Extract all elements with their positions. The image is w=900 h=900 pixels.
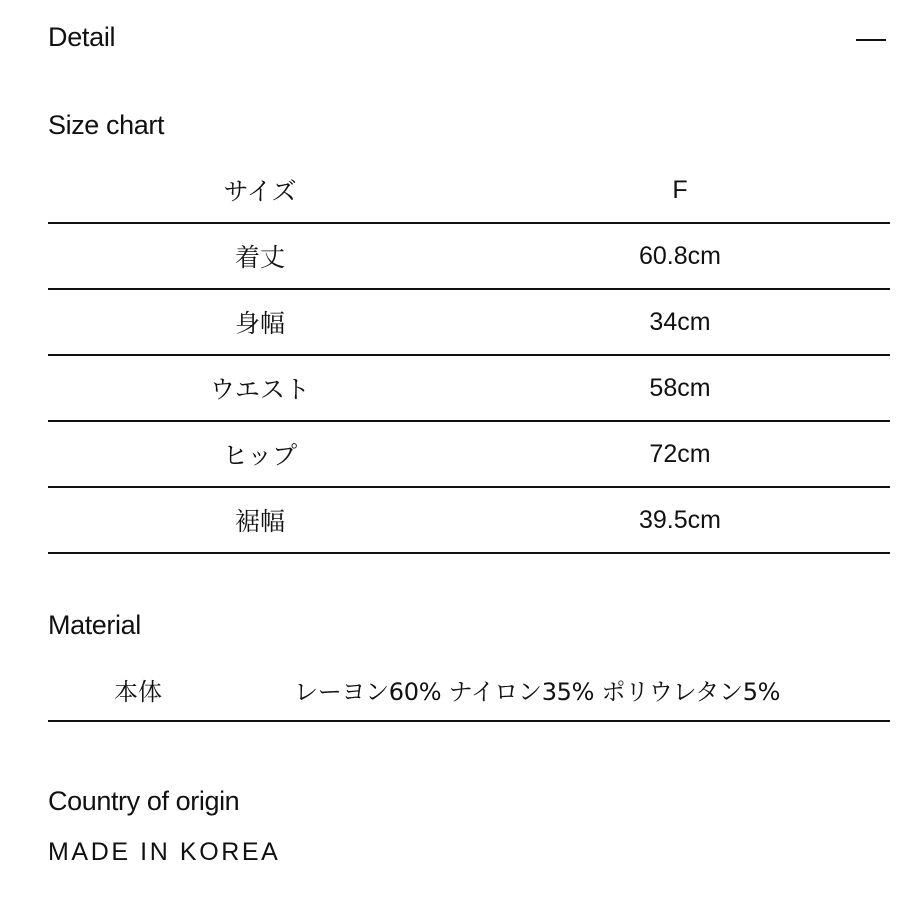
size-header-label: サイズ xyxy=(223,177,297,206)
size-chart-header-row xyxy=(48,158,890,224)
row-label: ヒップ xyxy=(222,441,298,470)
row-label: ウエスト xyxy=(209,375,310,404)
row-label: 身幅 xyxy=(234,309,285,338)
row-value: 72cm xyxy=(649,439,711,468)
row-label: 着丈 xyxy=(234,243,285,272)
size-chart-table xyxy=(48,158,890,554)
material-value: レーヨン60% ナイロン35% ポリウレタン5% xyxy=(294,678,781,706)
table-row xyxy=(48,422,890,488)
detail-heading: Detail xyxy=(48,22,116,52)
row-value: 34cm xyxy=(649,307,711,336)
material-row xyxy=(48,654,890,722)
row-value: 60.8cm xyxy=(639,241,721,270)
row-label: 裾幅 xyxy=(234,507,285,536)
material-label: 本体 xyxy=(114,678,162,706)
row-value: 39.5cm xyxy=(639,505,721,534)
size-chart-heading: Size chart xyxy=(48,110,165,140)
table-row xyxy=(48,356,890,422)
origin-value: MADE IN KOREA xyxy=(48,838,281,866)
table-row xyxy=(48,224,890,290)
collapse-button[interactable] xyxy=(852,24,888,56)
size-header-value: F xyxy=(672,175,688,204)
minus-icon xyxy=(856,39,886,41)
origin-heading: Country of origin xyxy=(48,786,240,816)
material-heading: Material xyxy=(48,610,141,640)
table-row xyxy=(48,290,890,356)
row-value: 58cm xyxy=(649,373,711,402)
table-row xyxy=(48,488,890,554)
